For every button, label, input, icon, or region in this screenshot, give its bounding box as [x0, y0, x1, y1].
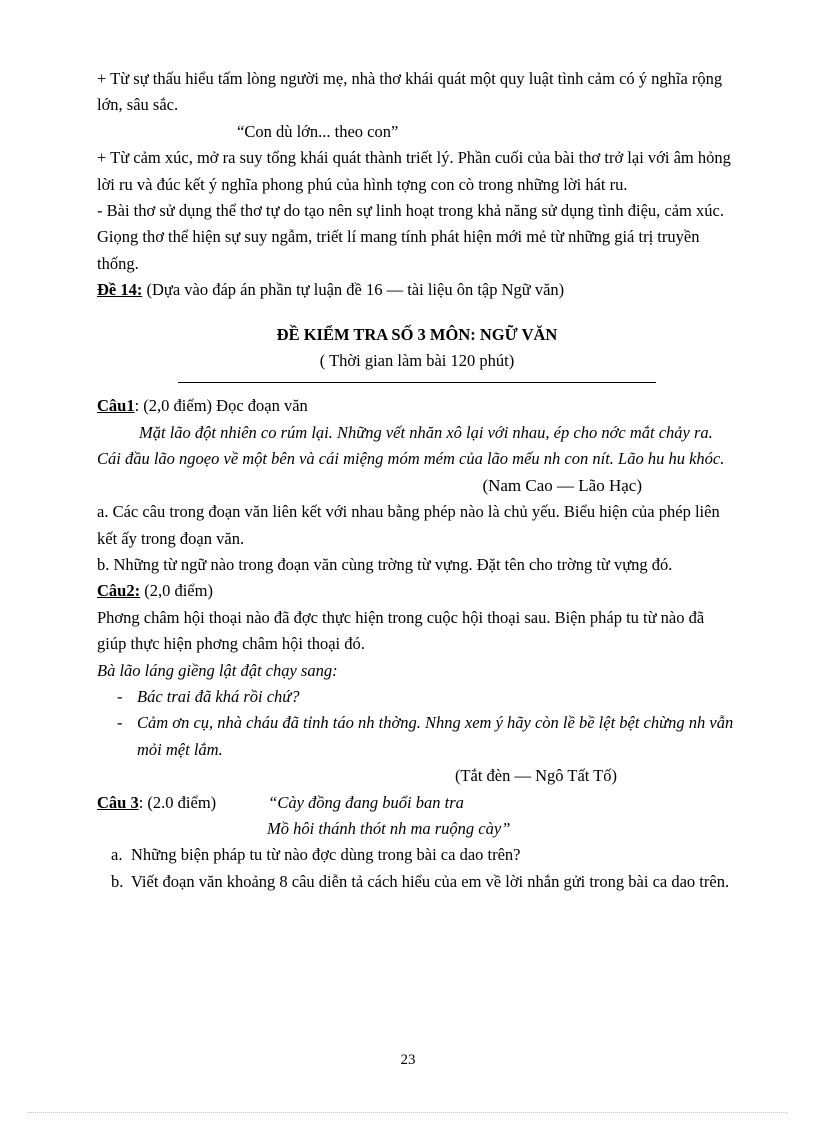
- paragraph-the-tho: - Bài thơ sử dụng thể thơ tự do tạo nên sự linh hoạt trong khả năng sử dụng tình điệu, cảm xúc. Giọng thơ thể hiện sự suy ngẫm, triết lí mang tính phát hiện mới mẻ từ những giá trị truyền thống.: [97, 201, 724, 273]
- dialogue-line: [97, 684, 737, 710]
- dialogue-line: [97, 710, 737, 763]
- q1-heading: [97, 393, 737, 419]
- q3-poem-line-1: “Cày đồng đang buổi ban tra: [268, 792, 464, 812]
- separator-line: [178, 382, 656, 383]
- de14-text: (Dựa vào đáp án phần tự luận đề 16 — tài liệu ôn tập Ngữ văn): [142, 280, 565, 300]
- q1-part-a: a. Các câu trong đoạn văn liên kết với nhau bằng phép nào là chủ yếu. Biểu hiện của phép liên kết ấy trong đoạn văn.: [97, 502, 720, 548]
- q2-heading-text: (2,0 điểm): [140, 581, 213, 601]
- page-content: [97, 66, 737, 895]
- q2-dialogue: [97, 684, 737, 763]
- q1-label: Câu1: [97, 396, 135, 416]
- q1-excerpt: Mặt lão đột nhiên co rúm lại. Những vết nhăn xô lại với nhau, ép cho nớc mắt chảy ra. Cái đầu lão ngoẹo về một bên và cái miệng móm mém của lão mếu nh con nít. Lão hu hu khóc.: [97, 422, 725, 469]
- exam-time: ( Thời gian làm bài 120 phút): [319, 351, 515, 371]
- q3-heading-left: [97, 790, 216, 816]
- de14-line: [97, 277, 737, 303]
- q1-part-b: b. Những từ ngữ nào trong đoạn văn cùng trờng từ vựng. Đặt tên cho trờng từ vựng đó.: [97, 554, 673, 574]
- q3-part-b-text: Viết đoạn văn khoảng 8 câu diễn tả cách hiểu của em về lời nhắn gửi trong bài ca dao trên.: [131, 871, 730, 891]
- q3-part-a-text: Những biện pháp tu từ nào đợc dùng trong bài ca dao trên?: [131, 845, 521, 865]
- q2-source: (Tắt đèn — Ngô Tất Tố): [454, 766, 617, 786]
- exam-title: ĐỀ KIỂM TRA SỐ 3 MÔN: NGỮ VĂN: [276, 324, 558, 344]
- dialogue-text: Cảm ơn cụ, nhà cháu đã tỉnh táo nh thờng. Nhng xem ý hãy còn lề bề lệt bệt chừng nh vẫn mỏi mệt lắm.: [137, 713, 734, 759]
- dash-marker: -: [117, 713, 123, 733]
- q3-label: Câu 3: [97, 792, 139, 812]
- q3-part-b-mark: b.: [111, 871, 124, 891]
- q3-heading: [97, 790, 737, 816]
- q2-label: Câu2:: [97, 581, 141, 601]
- q3-parts: [97, 842, 737, 895]
- dash-marker: -: [117, 686, 123, 706]
- page-bottom-border: [28, 1112, 788, 1113]
- q1-source: (Nam Cao — Lão Hạc): [482, 475, 642, 495]
- q2-prompt: Phơng châm hội thoại nào đã đợc thực hiện trong cuộc hội thoại sau. Biện pháp tu từ nào đã giúp thực hiện phơng châm hội thoại đó.: [97, 607, 705, 654]
- q3-heading-text: : (2.0 điểm): [138, 792, 217, 812]
- page-number: 23: [400, 1052, 416, 1068]
- q2-heading: [97, 578, 737, 604]
- paragraph-cam-xuc: + Từ cảm xúc, mở ra suy tổng khái quát thành triết lý. Phần cuối của bài thơ trở lại với âm hỏng lời ru và đúc kết ý nghĩa phong phú của hình tợng con cò trong những lời hát ru.: [97, 148, 731, 194]
- quote-con-du-lon: “Con dù lớn... theo con”: [237, 121, 399, 141]
- q1-heading-text: : (2,0 điểm) Đọc đoạn văn: [134, 396, 308, 416]
- q3-part-a: [97, 842, 737, 868]
- dialogue-text: Bác trai đã khá rồi chứ?: [137, 686, 300, 706]
- paragraph-intro: + Từ sự thấu hiểu tấm lòng người mẹ, nhà thơ khái quát một quy luật tình cảm có ý nghĩa rộng lớn, sâu sắc.: [97, 69, 723, 115]
- q2-intro: Bà lão láng giềng lật đật chạy sang:: [97, 660, 338, 680]
- de14-label: Đề 14:: [97, 280, 143, 300]
- q3-part-a-mark: a.: [111, 845, 123, 865]
- q3-part-b: [97, 869, 737, 895]
- q3-poem-line-2: Mồ hôi thánh thót nh ma ruộng cày”: [267, 818, 511, 838]
